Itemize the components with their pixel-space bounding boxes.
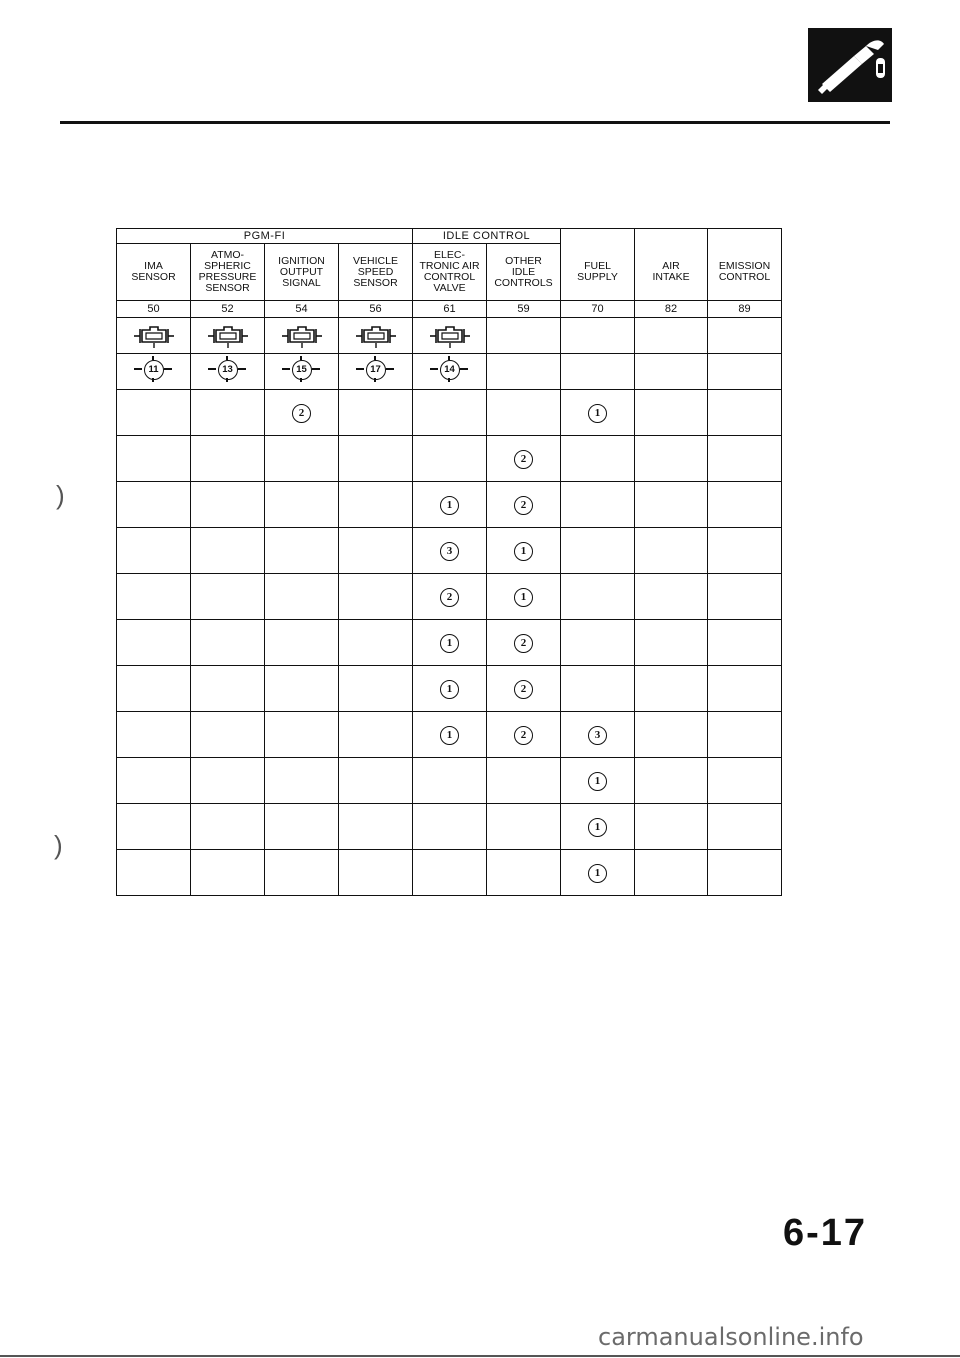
check-order-number: 2 — [514, 496, 533, 515]
empty-cell — [635, 354, 708, 390]
table-cell — [635, 436, 708, 482]
mil-cell — [191, 318, 265, 354]
table-cell — [339, 390, 413, 436]
table-cell — [708, 620, 782, 666]
column-header — [117, 244, 191, 301]
table-cell — [339, 758, 413, 804]
watermark: carmanualsonline.info — [598, 1323, 864, 1351]
table-cell — [708, 758, 782, 804]
table-cell — [413, 436, 487, 482]
led-code: 17 — [366, 360, 386, 380]
check-order-number: 1 — [514, 542, 533, 561]
check-order-number: 2 — [440, 588, 459, 607]
table-cell — [708, 436, 782, 482]
led-cell — [191, 354, 265, 390]
table-cell — [708, 666, 782, 712]
table-row — [117, 574, 782, 620]
led-cell — [339, 354, 413, 390]
check-order-number: 1 — [440, 496, 459, 515]
reference-page: 59 — [487, 301, 561, 318]
table-cell — [561, 482, 635, 528]
group-header: PGM-FI — [117, 229, 413, 244]
table-cell — [413, 712, 487, 758]
diagnostic-troubleshooting-table — [116, 228, 782, 896]
table-cell — [413, 528, 487, 574]
table-cell — [561, 758, 635, 804]
mil-cell — [339, 318, 413, 354]
ecm-led-icon — [208, 356, 248, 382]
table-cell — [265, 528, 339, 574]
table-cell — [561, 666, 635, 712]
check-engine-icon — [191, 323, 264, 349]
led-cell — [413, 354, 487, 390]
table-cell — [413, 666, 487, 712]
table-cell — [487, 528, 561, 574]
table-cell — [191, 390, 265, 436]
check-order-number: 1 — [514, 588, 533, 607]
table-cell — [339, 804, 413, 850]
table-row — [117, 390, 782, 436]
table-cell — [487, 804, 561, 850]
column-header — [413, 244, 487, 301]
empty-cell — [487, 318, 561, 354]
table-cell — [635, 758, 708, 804]
column-header-line: IMA — [144, 260, 163, 272]
led-code: 14 — [440, 360, 460, 380]
table-cell — [561, 850, 635, 896]
table-cell — [191, 804, 265, 850]
table-cell — [413, 620, 487, 666]
reference-page: 61 — [413, 301, 487, 318]
reference-page: 70 — [561, 301, 635, 318]
table-cell — [561, 804, 635, 850]
column-header-line: EMISSION — [718, 260, 771, 272]
empty-cell — [561, 354, 635, 390]
table-cell — [487, 390, 561, 436]
table-cell — [191, 482, 265, 528]
empty-cell — [635, 318, 708, 354]
table-cell — [191, 620, 265, 666]
table-cell — [339, 620, 413, 666]
mil-cell — [117, 318, 191, 354]
table-cell — [191, 528, 265, 574]
empty-cell — [561, 318, 635, 354]
group-header-empty — [708, 229, 782, 244]
table-cell — [635, 666, 708, 712]
table-cell — [191, 574, 265, 620]
table-cell — [265, 666, 339, 712]
table-row — [117, 528, 782, 574]
table-cell — [487, 482, 561, 528]
table-cell — [635, 804, 708, 850]
check-engine-icon — [265, 323, 338, 349]
table-cell — [339, 712, 413, 758]
table-cell — [635, 482, 708, 528]
table-cell — [561, 574, 635, 620]
table-cell — [191, 436, 265, 482]
led-code: 15 — [292, 360, 312, 380]
column-header-line: FUEL — [584, 260, 611, 272]
check-order-number: 1 — [440, 680, 459, 699]
empty-cell — [708, 354, 782, 390]
column-header-line: SENSOR — [205, 282, 250, 294]
table-cell — [117, 758, 191, 804]
table-cell — [339, 436, 413, 482]
table-cell — [487, 436, 561, 482]
table-cell — [265, 436, 339, 482]
table-cell — [339, 666, 413, 712]
reference-page: 52 — [191, 301, 265, 318]
group-header-empty — [561, 229, 635, 244]
table-cell — [265, 850, 339, 896]
group-header: IDLE CONTROL — [413, 229, 561, 244]
column-header-line: OUTPUT — [279, 265, 324, 278]
table-cell — [191, 850, 265, 896]
table-cell — [191, 666, 265, 712]
table-cell — [635, 850, 708, 896]
table-cell — [487, 666, 561, 712]
table-row — [117, 804, 782, 850]
column-header — [635, 244, 708, 301]
fuel-nozzle-icon — [808, 28, 892, 102]
column-header-line: SUPPLY — [577, 271, 618, 283]
table-row — [117, 666, 782, 712]
table-cell — [413, 574, 487, 620]
check-order-number: 2 — [514, 634, 533, 653]
column-header-line: VEHICLE — [353, 254, 398, 267]
check-engine-icon — [117, 323, 190, 349]
table-cell — [708, 574, 782, 620]
led-cell — [265, 354, 339, 390]
table-cell — [117, 712, 191, 758]
footer-rule — [0, 1355, 960, 1357]
table-row — [117, 712, 782, 758]
table-cell — [117, 850, 191, 896]
column-header-line: INTAKE — [652, 271, 690, 283]
column-header-line: SENSOR — [353, 276, 398, 289]
table-cell — [708, 482, 782, 528]
reference-page: 82 — [635, 301, 708, 318]
table-cell — [561, 436, 635, 482]
column-header-line: AIR — [662, 260, 680, 272]
column-header — [191, 244, 265, 301]
table-cell — [635, 620, 708, 666]
reference-page: 89 — [708, 301, 782, 318]
table-cell — [487, 712, 561, 758]
table-cell — [487, 574, 561, 620]
table-cell — [265, 712, 339, 758]
table-cell — [265, 804, 339, 850]
column-header-line: SPEED — [357, 265, 394, 278]
table-cell — [117, 666, 191, 712]
table-cell — [635, 574, 708, 620]
table-cell — [708, 528, 782, 574]
table-cell — [635, 528, 708, 574]
table-cell — [708, 850, 782, 896]
page-number: 6-17 — [783, 1212, 868, 1254]
table-cell — [265, 758, 339, 804]
table-cell — [708, 804, 782, 850]
table-cell — [339, 574, 413, 620]
empty-cell — [487, 354, 561, 390]
table-cell — [117, 390, 191, 436]
column-header-line: TRONIC AIR — [419, 260, 480, 272]
table-cell — [413, 390, 487, 436]
mil-cell — [265, 318, 339, 354]
column-header-line: IDLE — [511, 265, 536, 278]
ecm-led-icon — [356, 356, 396, 382]
column-header-line: ELEC- — [434, 249, 465, 261]
scan-mark: ) — [54, 830, 63, 860]
led-code: 13 — [218, 360, 238, 380]
table-cell — [265, 482, 339, 528]
table-cell — [339, 528, 413, 574]
table-row — [117, 758, 782, 804]
table-cell — [708, 390, 782, 436]
table-cell — [487, 758, 561, 804]
table-row — [117, 850, 782, 896]
reference-page: 54 — [265, 301, 339, 318]
column-header-line: CONTROL — [718, 271, 771, 283]
table-cell — [561, 712, 635, 758]
table-row — [117, 436, 782, 482]
table-cell — [635, 390, 708, 436]
column-header-line: ATMO- — [210, 249, 245, 261]
ecm-led-icon — [430, 356, 470, 382]
check-order-number: 1 — [588, 404, 607, 423]
check-order-number: 1 — [588, 772, 607, 791]
check-order-number: 3 — [440, 542, 459, 561]
table-row — [117, 482, 782, 528]
column-header — [339, 244, 413, 301]
scan-mark: ) — [56, 480, 65, 510]
check-order-number: 2 — [514, 680, 533, 699]
table-cell — [117, 574, 191, 620]
column-header — [561, 244, 635, 301]
check-order-number: 3 — [588, 726, 607, 745]
table-cell — [191, 758, 265, 804]
check-order-number: 2 — [514, 450, 533, 469]
table-cell — [117, 804, 191, 850]
column-header-line: CONTROLS — [494, 276, 553, 289]
table-cell — [265, 574, 339, 620]
header-rule — [60, 121, 890, 124]
table-cell — [413, 482, 487, 528]
column-header-line: IGNITION — [278, 254, 325, 267]
table-cell — [561, 390, 635, 436]
table-cell — [413, 758, 487, 804]
column-header-line: SIGNAL — [282, 276, 321, 289]
column-header-line: SPHERIC — [204, 260, 251, 272]
check-order-number: 1 — [588, 864, 607, 883]
column-header-line: VALVE — [433, 282, 466, 294]
led-cell — [117, 354, 191, 390]
led-code: 11 — [144, 360, 164, 380]
table-cell — [561, 620, 635, 666]
group-header-empty — [635, 229, 708, 244]
empty-cell — [708, 318, 782, 354]
table-cell — [191, 712, 265, 758]
table-cell — [413, 804, 487, 850]
table-cell — [708, 712, 782, 758]
column-header — [265, 244, 339, 301]
table-cell — [413, 850, 487, 896]
table-cell — [339, 850, 413, 896]
check-order-number: 1 — [588, 818, 607, 837]
check-order-number: 2 — [514, 726, 533, 745]
check-order-number: 1 — [440, 634, 459, 653]
table-cell — [265, 390, 339, 436]
table-cell — [487, 620, 561, 666]
column-header-line: PRESSURE — [198, 271, 257, 283]
table-cell — [117, 528, 191, 574]
reference-page: 56 — [339, 301, 413, 318]
table-cell — [265, 620, 339, 666]
table-cell — [487, 850, 561, 896]
table-cell — [635, 712, 708, 758]
check-engine-icon — [413, 323, 486, 349]
column-header-line: SENSOR — [131, 271, 176, 283]
table-cell — [117, 482, 191, 528]
table-row — [117, 620, 782, 666]
table-cell — [117, 436, 191, 482]
column-header-line: OTHER — [505, 254, 542, 267]
column-header-line: CONTROL — [423, 271, 476, 283]
check-engine-icon — [339, 323, 412, 349]
table-cell — [561, 528, 635, 574]
table-cell — [339, 482, 413, 528]
ecm-led-icon — [282, 356, 322, 382]
table-cell — [117, 620, 191, 666]
reference-page: 50 — [117, 301, 191, 318]
column-header — [708, 244, 782, 301]
column-header — [487, 244, 561, 301]
check-order-number: 2 — [292, 404, 311, 423]
mil-cell — [413, 318, 487, 354]
ecm-led-icon — [134, 356, 174, 382]
check-order-number: 1 — [440, 726, 459, 745]
